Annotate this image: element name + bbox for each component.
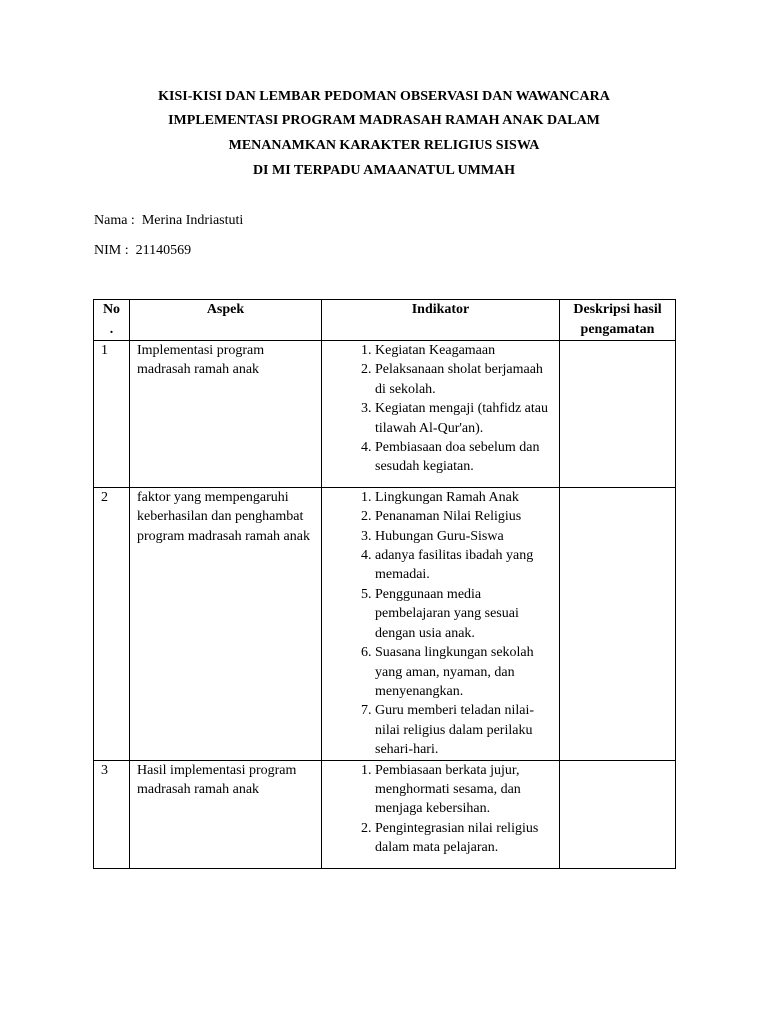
row-3-indikator xyxy=(322,760,560,868)
list-item: 1. Pembiasaan berkata jujur, menghormati sesama, dan menjaga kebersihan. xyxy=(375,761,553,819)
indikator-list xyxy=(322,488,559,760)
table-row xyxy=(94,341,676,488)
list-item: 4. Pembiasaan doa sebelum dan sesudah kegiatan. xyxy=(375,438,553,477)
header-indikator-label: Indikator xyxy=(411,302,470,317)
document-title-line-3: MENANAMKAN KARAKTER RELIGIUS SISWA xyxy=(228,138,540,153)
header-aspek xyxy=(130,300,322,341)
header-no xyxy=(94,300,130,341)
row-1-no: 1 xyxy=(94,341,130,488)
row-2-aspek: faktor yang mempengaruhi keberhasilan dan penghambat program madrasah ramah anak xyxy=(130,487,322,760)
header-no-line2: . xyxy=(109,322,114,337)
list-item: 2. Penanaman Nilai Religius xyxy=(375,507,553,526)
table-header-row xyxy=(94,300,676,341)
student-name: Nama : Merina Indriastuti xyxy=(94,213,244,228)
row-2-no: 2 xyxy=(94,487,130,760)
list-item: 1. Lingkungan Ramah Anak xyxy=(375,488,553,507)
header-deskripsi xyxy=(560,300,676,341)
row-1-indikator xyxy=(322,341,560,488)
list-item: 3. Kegiatan mengaji (tahfidz atau tilawah Al-Qur'an). xyxy=(375,399,553,438)
list-item: 2. Pengintegrasian nilai religius dalam mata pelajaran. xyxy=(375,819,553,858)
list-item: 5. Penggunaan media pembelajaran yang sesuai dengan usia anak. xyxy=(375,585,553,643)
table-row xyxy=(94,760,676,868)
row-1-deskripsi[interactable] xyxy=(560,341,676,488)
row-2-deskripsi[interactable] xyxy=(560,487,676,760)
document-title-line-4: DI MI TERPADU AMAANATUL UMMAH xyxy=(252,163,516,178)
document-title-line-1: KISI-KISI DAN LEMBAR PEDOMAN OBSERVASI DAN WAWANCARA xyxy=(158,89,610,104)
header-aspek-label: Aspek xyxy=(206,302,245,317)
list-item: 4. adanya fasilitas ibadah yang memadai. xyxy=(375,546,553,585)
header-no-line1: No xyxy=(102,302,121,317)
table-row xyxy=(94,487,676,760)
row-3-no: 3 xyxy=(94,760,130,868)
indikator-list xyxy=(322,341,559,487)
header-indikator xyxy=(322,300,560,341)
list-item: 3. Hubungan Guru-Siswa xyxy=(375,527,553,546)
row-3-deskripsi[interactable] xyxy=(560,760,676,868)
list-item: 6. Suasana lingkungan sekolah yang aman, nyaman, dan menyenangkan. xyxy=(375,643,553,701)
row-1-aspek: Implementasi program madrasah ramah anak xyxy=(130,341,322,488)
row-2-indikator xyxy=(322,487,560,760)
row-3-aspek: Hasil implementasi program madrasah ramah anak xyxy=(130,760,322,868)
header-deskripsi-line2: pengamatan xyxy=(580,322,655,337)
list-item: 1. Kegiatan Keagamaan xyxy=(375,341,553,360)
indikator-list xyxy=(322,761,559,868)
student-nim: NIM : 21140569 xyxy=(94,243,192,258)
observation-table xyxy=(93,299,676,869)
list-item: 7. Guru memberi teladan nilai-nilai religius dalam perilaku sehari-hari. xyxy=(375,701,553,759)
document-title-line-2: IMPLEMENTASI PROGRAM MADRASAH RAMAH ANAK DALAM xyxy=(168,113,600,128)
list-item: 2. Pelaksanaan sholat berjamaah di sekolah. xyxy=(375,360,553,399)
header-deskripsi-line1: Deskripsi hasil xyxy=(573,302,662,317)
